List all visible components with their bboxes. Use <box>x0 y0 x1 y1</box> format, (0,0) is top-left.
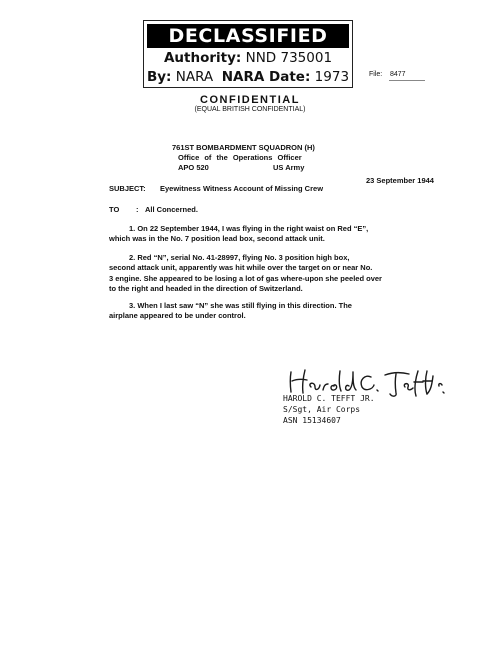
paragraph-line: 3. When I last saw “N” she was still flying in this direction. The <box>129 301 352 310</box>
to-label: TO : <box>109 205 139 214</box>
stamp-authority <box>144 49 352 67</box>
to-text: All Concerned. <box>145 205 198 214</box>
apo-number: APO 520 <box>178 163 209 172</box>
army-label: US Army <box>273 163 305 172</box>
file-label: File: <box>369 71 383 78</box>
document-date: 23 September 1944 <box>366 176 434 185</box>
subject-label: SUBJECT: <box>109 184 146 193</box>
paragraph-line: 3 engine. She appeared to be losing a lot of gas where-upon she peeled over <box>109 273 382 283</box>
file-number-underline <box>389 80 425 81</box>
paragraph-3 <box>109 301 409 322</box>
paragraph-line: 2. Red “N”, serial No. 41-28997, flying No. 3 position high box, <box>129 253 350 262</box>
stamp-by-value: NARA <box>175 69 214 85</box>
stamp-date-value: 1973 <box>314 69 350 85</box>
declassified-stamp <box>143 20 353 88</box>
stamp-authority-value: NND 735001 <box>245 50 333 66</box>
office-name: Office of the Operations Officer <box>178 153 302 162</box>
signatory-name: HAROLD C. TEFFT JR. <box>283 394 375 403</box>
classification-heading: CONFIDENTIAL <box>200 94 300 106</box>
file-number: 8477 <box>390 71 406 78</box>
signatory-rank: S/Sgt, Air Corps <box>283 405 361 414</box>
stamp-authority-label: Authority: <box>163 50 242 66</box>
stamp-heading: DECLASSIFIED <box>147 24 349 48</box>
stamp-date-label: NARA Date: <box>221 69 311 85</box>
subject-text: Eyewitness Witness Account of Missing Crew <box>160 184 324 193</box>
stamp-by-label: By: <box>146 69 172 85</box>
stamp-by-line <box>144 68 352 86</box>
paragraph-1 <box>109 224 409 245</box>
unit-name: 761ST BOMBARDMENT SQUADRON (H) <box>172 143 315 152</box>
paragraph-line: 1. On 22 September 1944, I was flying in the right waist on Red “E”, <box>129 224 369 233</box>
paragraph-line: which was in the No. 7 position lead box, second attack unit. <box>109 234 325 244</box>
classification-subheading: (EQUAL BRITISH CONFIDENTIAL) <box>194 106 306 113</box>
paragraph-line: to the right and headed in the direction of Switzerland. <box>109 284 303 294</box>
signatory-serial-number: ASN 15134607 <box>283 416 341 425</box>
paragraph-line: second attack unit, apparently was hit while over the target on or near No. <box>109 263 373 273</box>
paragraph-2 <box>109 253 409 295</box>
paragraph-line: airplane appeared to be under control. <box>109 311 246 321</box>
